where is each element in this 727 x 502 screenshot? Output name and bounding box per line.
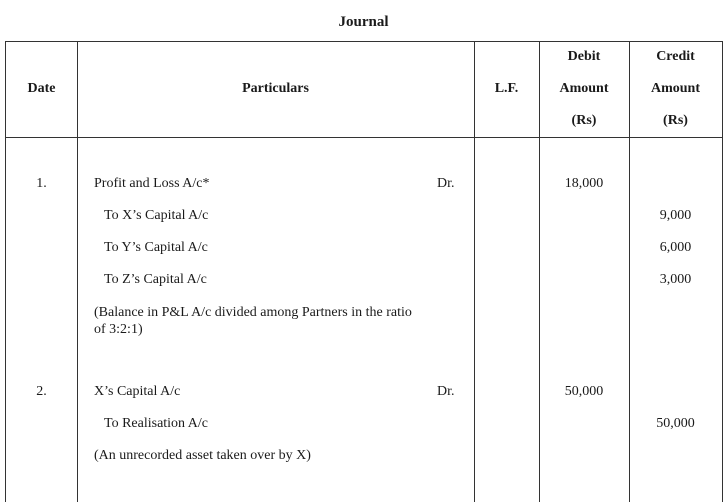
header-debit-line2: Amount <box>559 81 609 96</box>
entry-1-credit-2-account: To Y’s Capital A/c <box>104 240 208 255</box>
journal-title: Journal <box>338 14 389 30</box>
entry-1-dr: Dr. <box>437 176 455 191</box>
entry-1-credit-2-amount: 6,000 <box>659 240 692 255</box>
header-debit-line1: Debit <box>567 49 601 64</box>
entry-2-credit-1-account: To Realisation A/c <box>104 416 209 431</box>
entry-1-date: 1. <box>36 176 47 191</box>
entry-1-credit-3-account: To Z’s Capital A/c <box>104 272 207 287</box>
column-divider-particulars <box>474 42 475 502</box>
journal-table <box>5 41 723 502</box>
header-credit-line1: Credit <box>656 49 695 64</box>
entry-1-credit-3-amount: 3,000 <box>659 272 692 287</box>
column-divider-date <box>77 42 78 502</box>
entry-2-debit-amount: 50,000 <box>564 384 604 399</box>
entry-2-date: 2. <box>36 384 47 399</box>
header-particulars: Particulars <box>242 81 309 96</box>
header-lf: L.F. <box>494 81 519 96</box>
entry-1-narration: (Balance in P&L A/c divided among Partners in the ratio of 3:2:1) <box>94 305 412 337</box>
entry-1-debit-account: Profit and Loss A/c* <box>94 176 210 191</box>
entry-1-credit-1-amount: 9,000 <box>659 208 692 223</box>
header-credit-line2: Amount <box>650 81 700 96</box>
entry-2-narration: (An unrecorded asset taken over by X) <box>94 448 311 463</box>
header-credit-line3: (Rs) <box>663 113 688 128</box>
header-date: Date <box>27 81 56 96</box>
entry-2-debit-account: X’s Capital A/c <box>94 384 181 399</box>
entry-2-credit-1-amount: 50,000 <box>656 416 695 431</box>
header-divider <box>6 137 722 138</box>
column-divider-lf <box>539 42 540 502</box>
header-debit-line3: (Rs) <box>571 113 597 128</box>
entry-1-debit-amount: 18,000 <box>564 176 604 191</box>
entry-2-dr: Dr. <box>437 384 455 399</box>
entry-1-credit-1-account: To X’s Capital A/c <box>104 208 209 223</box>
